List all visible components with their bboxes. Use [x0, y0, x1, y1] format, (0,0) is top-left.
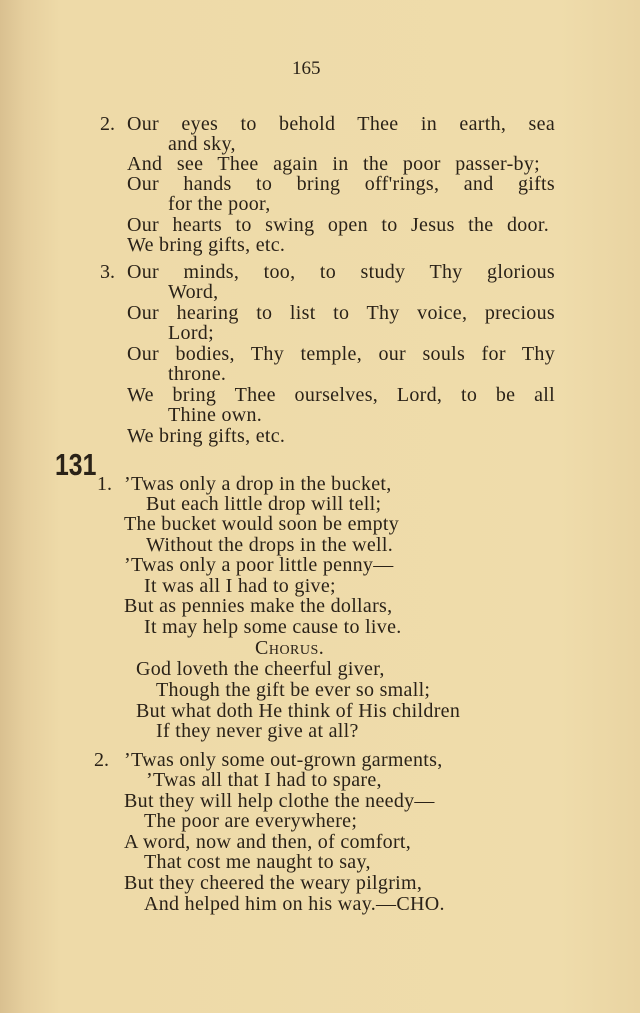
verse-line: ’Twas all that I had to spare,: [146, 769, 382, 791]
verse-line: A word, now and then, of comfort,: [124, 831, 412, 853]
verse-line: The poor are everywhere;: [144, 810, 358, 832]
verse-line: ’Twas only a drop in the bucket,: [124, 473, 392, 495]
verse-line: Thine own.: [168, 404, 263, 426]
verse-line: ’Twas only a poor little penny—: [124, 554, 394, 576]
refrain-line: We bring gifts, etc.: [127, 425, 286, 447]
verse-line: throne.: [168, 363, 227, 385]
verse-line: Word,: [168, 281, 219, 303]
verse-line: We bring Thee ourselves, Lord, to be all: [127, 384, 555, 406]
page-number: 165: [292, 58, 321, 79]
verse-line: It was all I had to give;: [144, 575, 336, 597]
chorus-heading: Chorus.: [255, 637, 325, 659]
chorus-line: God loveth the cheerful giver,: [136, 658, 385, 680]
verse-number: 2.: [94, 749, 109, 771]
verse-line: ’Twas only some out-grown garments,: [124, 749, 443, 771]
verse-line: for the poor,: [168, 193, 271, 215]
verse-line: Our bodies, Thy temple, our souls for Thy: [127, 343, 555, 365]
hymn-number: 131: [55, 447, 97, 482]
refrain-line: We bring gifts, etc.: [127, 234, 286, 256]
verse-line: and sky,: [168, 133, 236, 155]
verse-number: 3.: [100, 261, 115, 283]
chorus-line: But what doth He think of His children: [136, 700, 461, 722]
verse-line: But they cheered the weary pilgrim,: [124, 872, 423, 894]
verse-line: It may help some cause to live.: [144, 616, 402, 638]
verse-line: Lord;: [168, 322, 214, 344]
chorus-line: Though the gift be ever so small;: [156, 679, 431, 701]
verse-line: But they will help clothe the needy—: [124, 790, 435, 812]
verse-line: And see Thee again in the poor passer-by;: [127, 153, 540, 175]
verse-line: Our hands to bring off'rings, and gifts: [127, 173, 555, 195]
verse-number: 1.: [97, 473, 112, 495]
verse-line: That cost me naught to say,: [144, 851, 371, 873]
verse-line: Without the drops in the well.: [146, 534, 394, 556]
verse-line: Our eyes to behold Thee in earth, sea: [127, 113, 555, 135]
verse-line: And helped him on his way.—CHO.: [144, 893, 445, 915]
verse-line: The bucket would soon be empty: [124, 513, 400, 535]
verse-line: Our minds, too, to study Thy glorious: [127, 261, 555, 283]
verse-line: But as pennies make the dollars,: [124, 595, 393, 617]
verse-line: Our hearing to list to Thy voice, precious: [127, 302, 555, 324]
verse-number: 2.: [100, 113, 115, 135]
chorus-line: If they never give at all?: [156, 720, 359, 742]
verse-line: But each little drop will tell;: [146, 493, 382, 515]
verse-line: Our hearts to swing open to Jesus the door.: [127, 214, 549, 236]
